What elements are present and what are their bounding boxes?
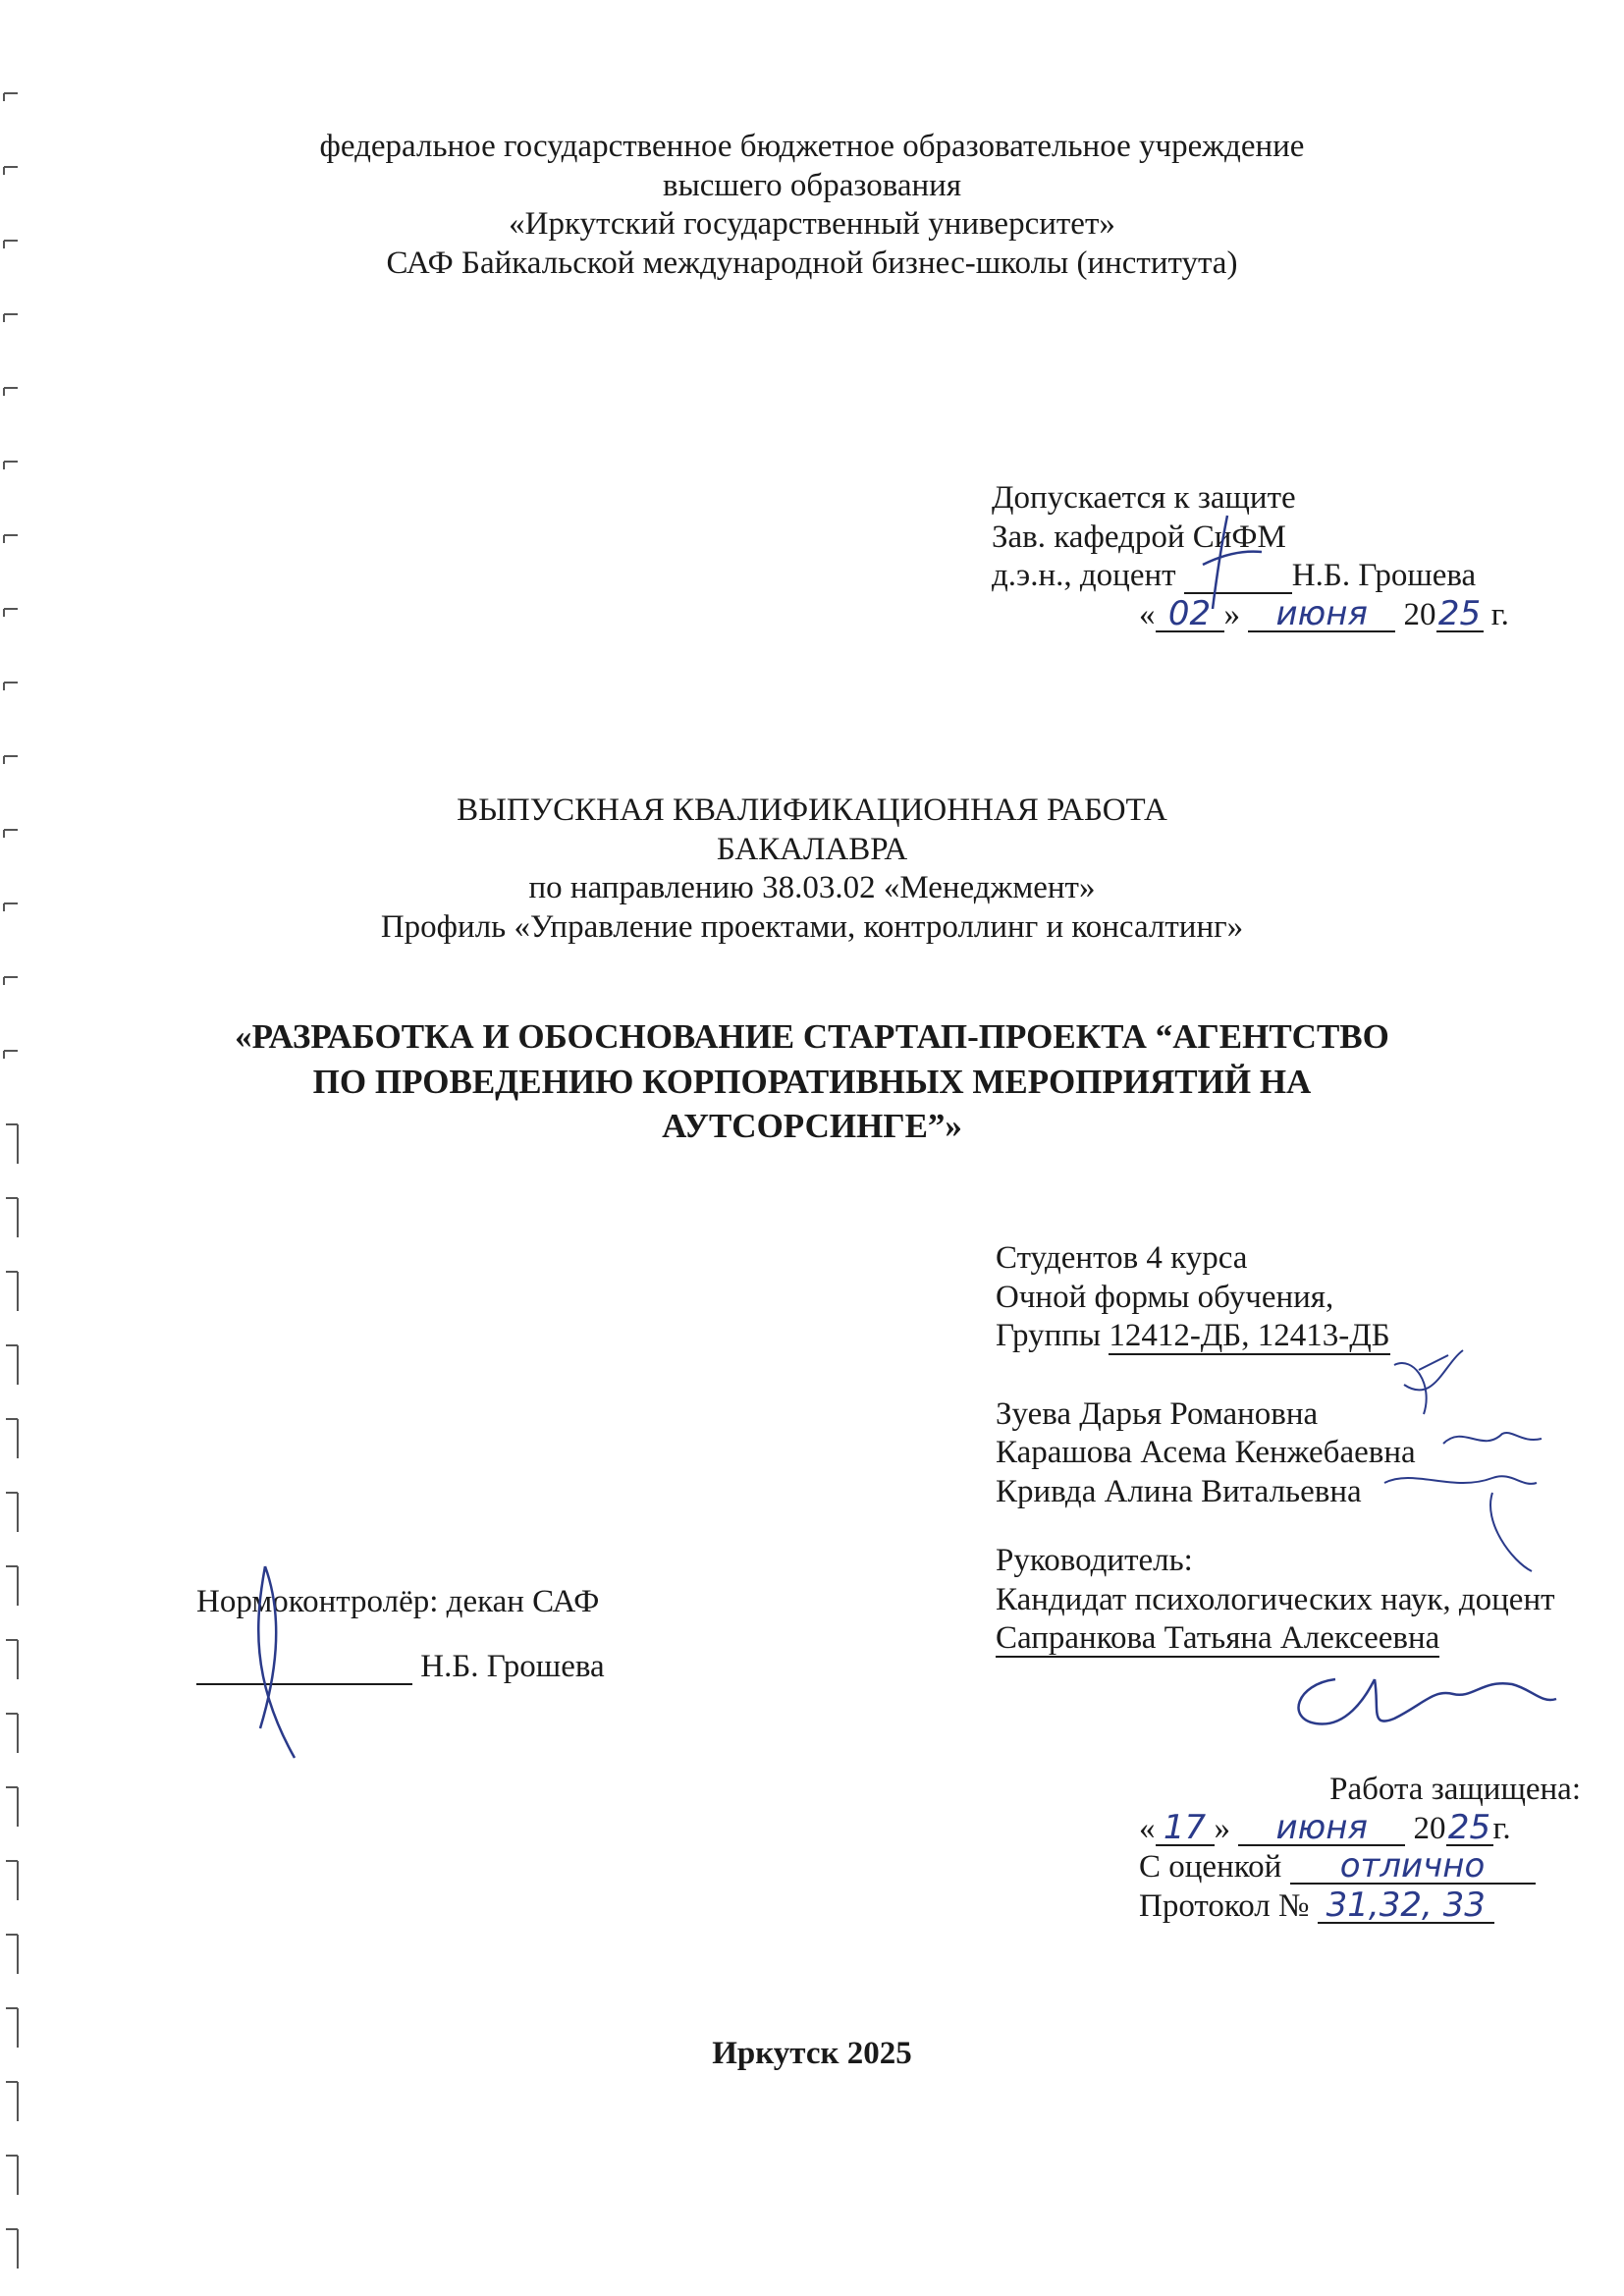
defense-protocol-label: Протокол № bbox=[1139, 1887, 1310, 1924]
binding-mark bbox=[4, 388, 18, 396]
defense-block bbox=[1139, 1771, 1581, 1926]
admission-date-open-quote: « bbox=[1139, 596, 1156, 632]
work-type-line-2: БАКАЛАВРА bbox=[716, 831, 908, 867]
binding-mark bbox=[4, 977, 18, 985]
admission-date bbox=[992, 593, 1581, 635]
defense-date-year-suffix: 25 bbox=[1446, 1811, 1493, 1846]
binding-mark bbox=[4, 462, 18, 469]
binding-mark bbox=[6, 1640, 18, 1679]
defense-date-year-unit: г. bbox=[1492, 1810, 1511, 1846]
footer-city-year: Иркутск 2025 bbox=[712, 2036, 912, 2071]
work-type-block bbox=[0, 792, 1624, 947]
defense-date-close-quote: » bbox=[1214, 1810, 1230, 1846]
admission-date-month: июня bbox=[1248, 597, 1395, 632]
admission-line-1: Допускается к защите bbox=[992, 480, 1296, 516]
student-name-3: Кривда Алина Витальевна bbox=[996, 1473, 1362, 1509]
binding-mark bbox=[4, 756, 18, 764]
supervisor-block bbox=[996, 1542, 1614, 1659]
defense-date-day: 17 bbox=[1156, 1811, 1215, 1846]
institution-line-3: «Иркутский государственный университет» bbox=[509, 206, 1115, 243]
institution-line-2: высшего образования bbox=[663, 167, 961, 203]
binding-mark bbox=[6, 1493, 18, 1532]
binding-mark bbox=[6, 1272, 18, 1311]
binding-mark bbox=[6, 1714, 18, 1753]
binding-mark bbox=[6, 1935, 18, 1974]
admission-position: д.э.н., доцент bbox=[992, 558, 1176, 594]
binding-mark bbox=[4, 683, 18, 690]
admission-date-year-prefix: 20 bbox=[1403, 596, 1436, 632]
admission-signature-line bbox=[992, 557, 1581, 596]
defense-grade bbox=[1139, 1848, 1581, 1887]
supervisor-signature bbox=[1276, 1650, 1571, 1748]
binding-mark bbox=[6, 1566, 18, 1606]
thesis-title-line-2: ПО ПРОВЕДЕНИЮ КОРПОРАТИВНЫХ МЕРОПРИЯТИЙ НА bbox=[312, 1062, 1312, 1101]
admission-date-close-quote: » bbox=[1223, 596, 1240, 632]
normcontrol-name: Н.Б. Грошева bbox=[420, 1648, 605, 1684]
admission-date-year-unit: г. bbox=[1490, 596, 1509, 632]
institution-line-4: САФ Байкальской международной бизнес-школы (института) bbox=[386, 245, 1238, 281]
supervisor-degree: Кандидат психологических наук, доцент bbox=[996, 1581, 1555, 1617]
work-profile: Профиль «Управление проектами, контроллинг и консалтинг» bbox=[380, 908, 1244, 945]
defense-date-year-prefix: 20 bbox=[1413, 1810, 1446, 1846]
admission-signature bbox=[1183, 511, 1272, 619]
supervisor-name: Сапранкова Татьяна Алексеевна bbox=[996, 1620, 1440, 1657]
students-groups-value: 12412-ДБ, 12413-ДБ bbox=[1109, 1318, 1390, 1354]
admission-date-year-suffix: 25 bbox=[1436, 597, 1484, 632]
admission-line-2: Зав. кафедрой СиФМ bbox=[992, 519, 1286, 555]
normcontrol-label: Нормоконтролёр: декан САФ bbox=[196, 1584, 600, 1619]
defense-date bbox=[1139, 1807, 1581, 1849]
defense-protocol-value: 31,32, 33 bbox=[1318, 1888, 1494, 1924]
defense-grade-label: С оценкой bbox=[1139, 1849, 1282, 1886]
students-form: Очной формы обучения, bbox=[996, 1279, 1334, 1315]
supervisor-label: Руководитель: bbox=[996, 1543, 1193, 1578]
binding-mark bbox=[6, 1787, 18, 1827]
binding-mark bbox=[6, 2082, 18, 2121]
binding-mark bbox=[6, 1345, 18, 1385]
admission-block bbox=[992, 479, 1581, 634]
binding-mark bbox=[6, 1198, 18, 1237]
institution-header bbox=[0, 128, 1624, 283]
defense-date-month: июня bbox=[1238, 1811, 1405, 1846]
student-name-1: Зуева Дарья Романовна bbox=[996, 1395, 1319, 1432]
binding-mark bbox=[6, 2156, 18, 2195]
thesis-title-line-3: АУТСОРСИНГЕ”» bbox=[662, 1107, 962, 1145]
binding-mark bbox=[4, 314, 18, 322]
student-name-2: Карашова Асема Кенжебаевна bbox=[996, 1435, 1416, 1471]
binding-mark bbox=[6, 1419, 18, 1458]
defense-grade-value: отлично bbox=[1290, 1849, 1536, 1885]
binding-mark bbox=[6, 2229, 18, 2269]
binding-mark bbox=[4, 609, 18, 617]
work-direction: по направлению 38.03.02 «Менеджмент» bbox=[528, 870, 1096, 906]
defense-date-open-quote: « bbox=[1139, 1810, 1156, 1846]
admission-name: Н.Б. Грошева bbox=[1291, 558, 1477, 594]
thesis-title-line-1: «РАЗРАБОТКА И ОБОСНОВАНИЕ СТАРТАП-ПРОЕКТА “АГЕНТСТВО bbox=[235, 1017, 1389, 1056]
binding-mark bbox=[4, 93, 18, 101]
students-course: Студентов 4 курса bbox=[996, 1240, 1248, 1276]
work-type-line-1: ВЫПУСКНАЯ КВАЛИФИКАЦИОННАЯ РАБОТА bbox=[457, 793, 1167, 828]
defense-protocol bbox=[1139, 1887, 1581, 1927]
binding-mark bbox=[4, 535, 18, 543]
binding-mark bbox=[6, 1861, 18, 1900]
students-groups-label: Группы bbox=[996, 1318, 1102, 1354]
normcontrol-signature bbox=[226, 1561, 324, 1768]
admission-date-day: 02 bbox=[1156, 597, 1224, 632]
defense-label: Работа защищена: bbox=[1329, 1772, 1581, 1807]
institution-line-1: федеральное государственное бюджетное образовательное учреждение bbox=[319, 129, 1305, 164]
thesis-title bbox=[0, 1014, 1624, 1149]
